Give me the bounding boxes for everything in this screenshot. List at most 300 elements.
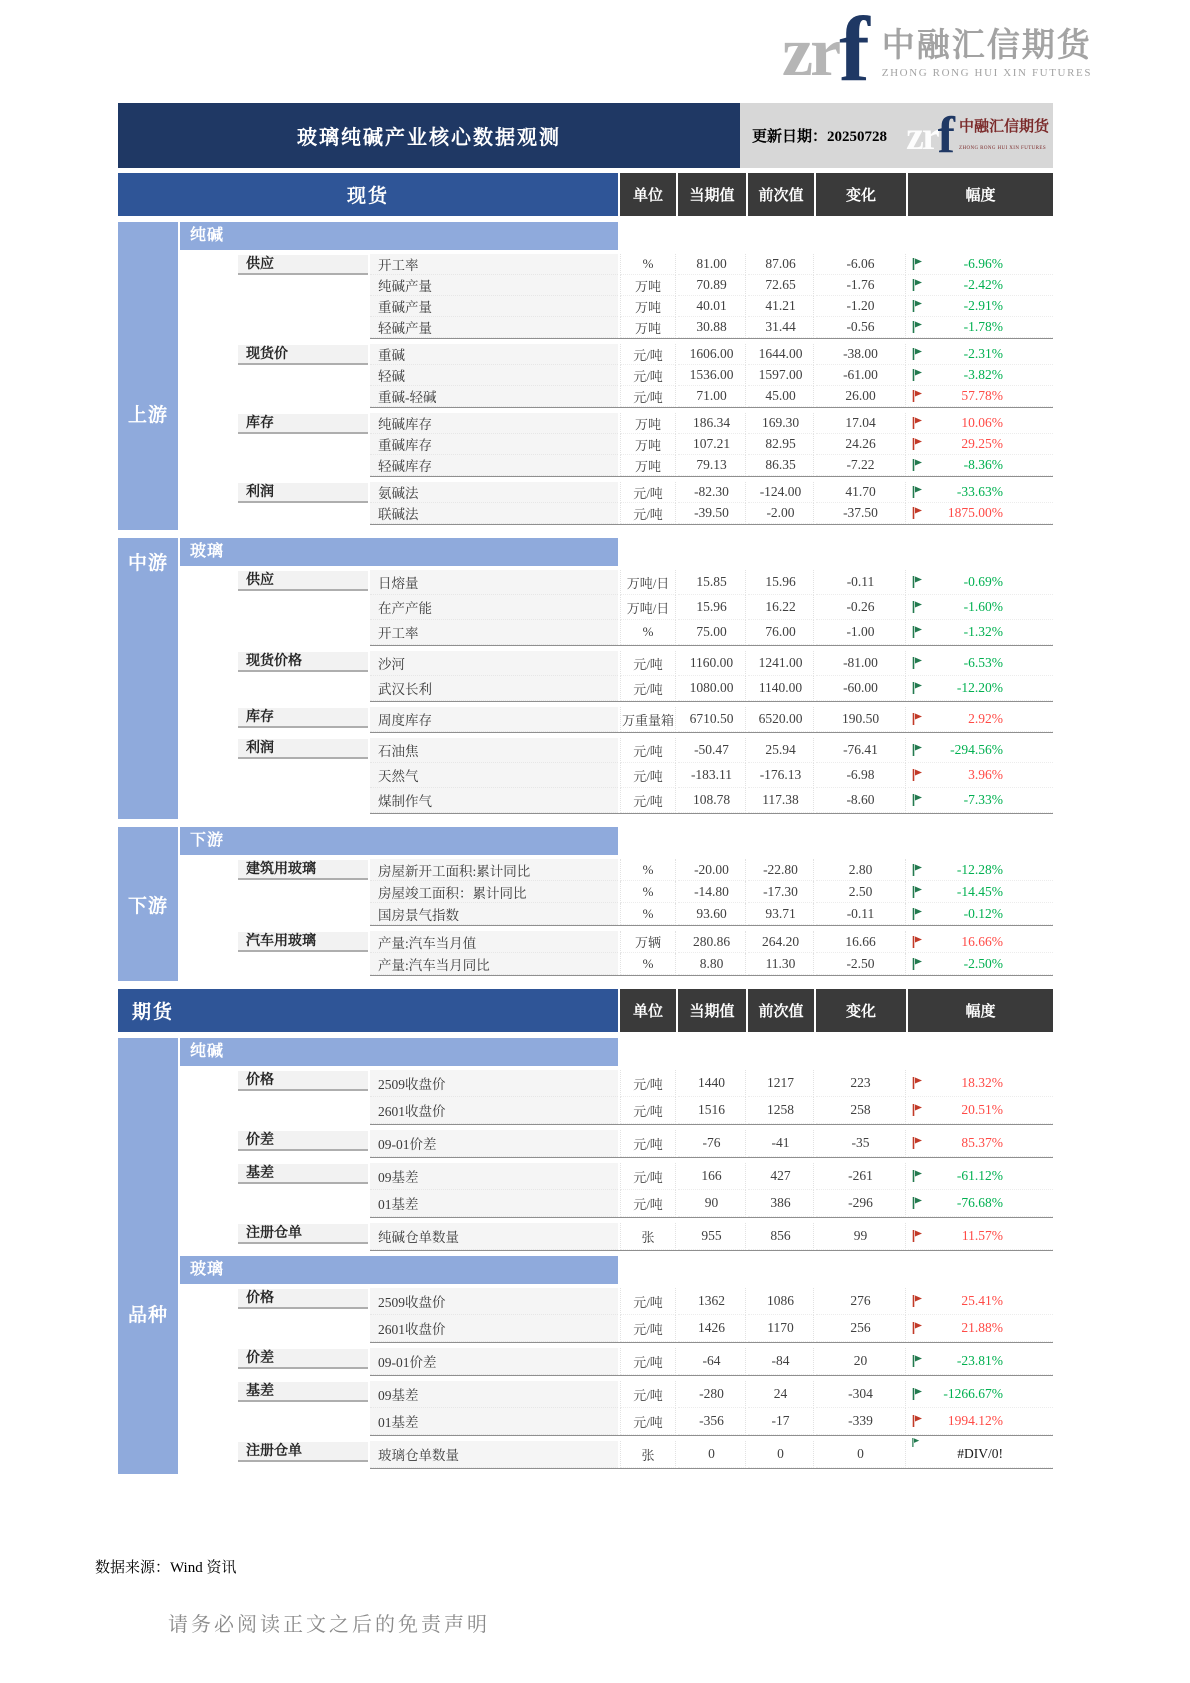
column-header: 幅度 xyxy=(908,173,1053,216)
current-value: 70.89 xyxy=(678,275,746,296)
change-value: -35 xyxy=(816,1130,906,1157)
unit-cell: 元/吨 xyxy=(620,676,676,701)
group-供应 xyxy=(180,254,1053,339)
group-价格 xyxy=(180,1070,1053,1125)
magnitude-value: 2.92% xyxy=(968,711,1003,726)
red-flag-icon xyxy=(911,506,923,520)
previous-value: -124.00 xyxy=(748,482,814,503)
table-row xyxy=(180,275,1053,296)
unit-cell: % xyxy=(620,953,676,975)
magnitude-cell xyxy=(908,763,1053,788)
current-value: 1606.00 xyxy=(678,344,746,365)
green-flag-icon xyxy=(911,957,923,971)
band-title: 玻璃 xyxy=(180,538,618,566)
previous-value: 1086 xyxy=(748,1288,814,1315)
section-下游 xyxy=(118,827,1053,981)
category-label: 库存 xyxy=(238,414,368,434)
item-label: 天然气 xyxy=(370,763,618,788)
table-row xyxy=(180,1190,1053,1217)
magnitude-cell xyxy=(908,1288,1053,1315)
table-row xyxy=(180,317,1053,338)
current-value: 79.13 xyxy=(678,455,746,476)
table-row xyxy=(180,953,1053,975)
group-separator xyxy=(370,524,1053,525)
item-label: 09基差 xyxy=(370,1163,618,1190)
magnitude-value: -0.12% xyxy=(963,905,1003,921)
item-label: 轻碱库存 xyxy=(370,455,618,476)
group-汽车用玻璃 xyxy=(180,931,1053,976)
item-label: 武汉长利 xyxy=(370,676,618,701)
unit-cell: % xyxy=(620,903,676,925)
previous-value: 856 xyxy=(748,1223,814,1250)
green-flag-icon xyxy=(911,485,923,499)
magnitude-cell xyxy=(908,1315,1053,1342)
current-value: 6710.50 xyxy=(678,707,746,732)
magnitude-cell xyxy=(908,595,1053,620)
magnitude-value: 20.51% xyxy=(961,1102,1003,1117)
item-label: 联碱法 xyxy=(370,503,618,524)
column-header: 幅度 xyxy=(908,989,1053,1032)
change-value: -60.00 xyxy=(816,676,906,701)
item-label: 2509收盘价 xyxy=(370,1288,618,1315)
current-value: 0 xyxy=(678,1441,746,1468)
sidebar-label xyxy=(118,1038,178,1474)
item-label: 房屋竣工面积：累计同比 xyxy=(370,881,618,903)
previous-value: 0 xyxy=(748,1441,814,1468)
previous-value: 1644.00 xyxy=(748,344,814,365)
magnitude-value: -61.12% xyxy=(956,1168,1003,1183)
unit-cell: 元/吨 xyxy=(620,1070,676,1097)
unit-cell: 元/吨 xyxy=(620,1130,676,1157)
change-value: -339 xyxy=(816,1408,906,1435)
previous-value: -41 xyxy=(748,1130,814,1157)
magnitude-value: -8.36% xyxy=(963,457,1003,472)
item-label: 产量:汽车当月同比 xyxy=(370,953,618,975)
unit-cell: 元/吨 xyxy=(620,1163,676,1190)
item-label: 纯碱仓单数量 xyxy=(370,1223,618,1250)
mini-logo: zr f 中融汇信期货 ZHONG RONG HUI XIN FUTURES xyxy=(906,106,1049,164)
red-flag-icon xyxy=(911,935,923,949)
unit-cell: 元/吨 xyxy=(620,763,676,788)
unit-cell: 元/吨 xyxy=(620,1288,676,1315)
magnitude-value: -1.60% xyxy=(963,599,1003,614)
unit-cell: 元/吨 xyxy=(620,1097,676,1124)
unit-cell: 元/吨 xyxy=(620,365,676,386)
green-flag-icon xyxy=(911,1387,923,1401)
item-label: 2601收盘价 xyxy=(370,1097,618,1124)
table-row xyxy=(180,676,1053,701)
item-label: 2601收盘价 xyxy=(370,1315,618,1342)
group-separator xyxy=(370,813,1053,814)
item-label: 01基差 xyxy=(370,1408,618,1435)
change-value: -0.11 xyxy=(816,903,906,925)
previous-value: 169.30 xyxy=(748,413,814,434)
previous-value: 1258 xyxy=(748,1097,814,1124)
table-row xyxy=(180,455,1053,476)
company-logo xyxy=(782,0,1093,100)
change-value: 41.70 xyxy=(816,482,906,503)
category-label: 价格 xyxy=(238,1071,368,1091)
current-value: 93.60 xyxy=(678,903,746,925)
group-separator xyxy=(370,732,1053,733)
change-value: 20 xyxy=(816,1348,906,1375)
update-date: 更新日期：20250728 xyxy=(752,129,888,145)
group-利润 xyxy=(180,738,1053,814)
previous-value: 386 xyxy=(748,1190,814,1217)
magnitude-value: -2.31% xyxy=(963,346,1003,361)
green-flag-icon xyxy=(911,347,923,361)
current-value: -50.47 xyxy=(678,738,746,763)
magnitude-value: 18.32% xyxy=(961,1075,1003,1090)
previous-value: 117.38 xyxy=(748,788,814,813)
tables-container xyxy=(118,173,1053,1474)
unit-cell: 万吨 xyxy=(620,296,676,317)
item-label: 09基差 xyxy=(370,1381,618,1408)
item-label: 01基差 xyxy=(370,1190,618,1217)
unit-cell: 元/吨 xyxy=(620,386,676,407)
column-header: 变化 xyxy=(816,173,906,216)
change-value: 2.80 xyxy=(816,859,906,881)
magnitude-value: -294.56% xyxy=(950,742,1003,757)
previous-value: 1597.00 xyxy=(748,365,814,386)
current-value: 81.00 xyxy=(678,254,746,275)
red-flag-icon xyxy=(911,389,923,403)
magnitude-cell xyxy=(908,455,1053,476)
previous-value: 76.00 xyxy=(748,620,814,645)
unit-cell: 元/吨 xyxy=(620,1190,676,1217)
sidebar-text: 中游 xyxy=(127,553,168,574)
previous-value: 11.30 xyxy=(748,953,814,975)
group-separator xyxy=(370,1250,1053,1251)
section-content xyxy=(180,1038,1053,1474)
change-value: -261 xyxy=(816,1163,906,1190)
item-label: 石油焦 xyxy=(370,738,618,763)
current-value: -356 xyxy=(678,1408,746,1435)
green-flag-icon xyxy=(911,458,923,472)
current-value: 90 xyxy=(678,1190,746,1217)
previous-value: 41.21 xyxy=(748,296,814,317)
previous-value: 86.35 xyxy=(748,455,814,476)
column-header: 前次值 xyxy=(748,173,814,216)
column-header-row xyxy=(118,989,1053,1032)
magnitude-value: #DIV/0! xyxy=(957,1446,1003,1461)
change-value: 24.26 xyxy=(816,434,906,455)
green-flag-icon xyxy=(911,257,923,271)
item-label: 纯碱库存 xyxy=(370,413,618,434)
item-label: 重碱-轻碱 xyxy=(370,386,618,407)
magnitude-cell xyxy=(908,707,1053,732)
magnitude-value: 1994.12% xyxy=(947,1413,1003,1428)
current-value: 8.80 xyxy=(678,953,746,975)
unit-cell: 万吨/日 xyxy=(620,570,676,595)
group-库存 xyxy=(180,707,1053,733)
table-row xyxy=(180,595,1053,620)
change-value: 16.66 xyxy=(816,931,906,953)
previous-value: 1217 xyxy=(748,1070,814,1097)
change-value: -6.06 xyxy=(816,254,906,275)
green-flag-icon xyxy=(911,656,923,670)
table-row xyxy=(180,903,1053,925)
category-label: 库存 xyxy=(238,708,368,728)
magnitude-value: 1875.00% xyxy=(947,505,1003,520)
magnitude-value: 16.66% xyxy=(961,933,1003,949)
category-label: 建筑用玻璃 xyxy=(238,860,368,880)
change-value: -2.50 xyxy=(816,953,906,975)
group-separator xyxy=(370,1217,1053,1218)
group-供应 xyxy=(180,570,1053,646)
item-label: 日熔量 xyxy=(370,570,618,595)
unit-cell: 元/吨 xyxy=(620,503,676,524)
change-value: 258 xyxy=(816,1097,906,1124)
item-label: 重碱产量 xyxy=(370,296,618,317)
current-value: 1362 xyxy=(678,1288,746,1315)
current-value: -82.30 xyxy=(678,482,746,503)
item-label: 在产产能 xyxy=(370,595,618,620)
magnitude-cell xyxy=(908,296,1053,317)
group-注册仓单 xyxy=(180,1223,1053,1251)
magnitude-value: -0.69% xyxy=(963,574,1003,589)
magnitude-cell xyxy=(908,1348,1053,1375)
magnitude-cell xyxy=(908,859,1053,881)
column-header: 变化 xyxy=(816,989,906,1032)
current-value: 15.85 xyxy=(678,570,746,595)
magnitude-cell xyxy=(908,365,1053,386)
band-title: 纯碱 xyxy=(180,222,618,250)
unit-cell: 元/吨 xyxy=(620,788,676,813)
magnitude-value: 29.25% xyxy=(961,436,1003,451)
magnitude-cell xyxy=(908,676,1053,701)
current-value: 30.88 xyxy=(678,317,746,338)
table-row xyxy=(180,1097,1053,1124)
magnitude-cell xyxy=(908,1163,1053,1190)
previous-value: -17 xyxy=(748,1408,814,1435)
unit-cell: 万吨 xyxy=(620,455,676,476)
group-separator xyxy=(370,1342,1053,1343)
green-flag-icon xyxy=(911,575,923,589)
green-flag-icon xyxy=(911,1437,920,1448)
magnitude-cell xyxy=(908,738,1053,763)
magnitude-cell xyxy=(908,386,1053,407)
red-flag-icon xyxy=(911,712,923,726)
category-label: 利润 xyxy=(238,739,368,759)
current-value: -183.11 xyxy=(678,763,746,788)
group-现货价格 xyxy=(180,651,1053,702)
section-content xyxy=(180,538,1053,819)
category-label: 基差 xyxy=(238,1164,368,1184)
green-flag-icon xyxy=(911,743,923,757)
data-source-note: 数据来源：Wind 资讯 xyxy=(95,1560,237,1576)
unit-cell: 元/吨 xyxy=(620,651,676,676)
change-value: 190.50 xyxy=(816,707,906,732)
group-价差 xyxy=(180,1348,1053,1376)
current-value: 107.21 xyxy=(678,434,746,455)
section-品种 xyxy=(118,1038,1053,1474)
current-value: 186.34 xyxy=(678,413,746,434)
change-value: -61.00 xyxy=(816,365,906,386)
item-label: 轻碱 xyxy=(370,365,618,386)
previous-value: -22.80 xyxy=(748,859,814,881)
change-value: -37.50 xyxy=(816,503,906,524)
unit-cell: 元/吨 xyxy=(620,1381,676,1408)
sidebar-text: 上游 xyxy=(127,405,168,426)
table-label: 期货 xyxy=(118,989,618,1032)
magnitude-cell xyxy=(908,1190,1053,1217)
change-value: -8.60 xyxy=(816,788,906,813)
section-上游 xyxy=(118,222,1053,530)
red-flag-icon xyxy=(911,416,923,430)
mini-logo-cn: 中融汇信期货 xyxy=(958,118,1049,135)
unit-cell: 万吨 xyxy=(620,413,676,434)
previous-value: 264.20 xyxy=(748,931,814,953)
magnitude-cell xyxy=(908,1070,1053,1097)
current-value: 1080.00 xyxy=(678,676,746,701)
item-label: 沙河 xyxy=(370,651,618,676)
magnitude-value: 25.41% xyxy=(961,1293,1003,1308)
green-flag-icon xyxy=(911,1169,923,1183)
category-label: 供应 xyxy=(238,255,368,275)
group-separator xyxy=(370,476,1053,477)
magnitude-cell xyxy=(908,413,1053,434)
magnitude-value: -6.96% xyxy=(963,256,1003,271)
table-row xyxy=(180,365,1053,386)
change-value: -6.98 xyxy=(816,763,906,788)
magnitude-cell xyxy=(908,344,1053,365)
magnitude-value: -2.42% xyxy=(963,277,1003,292)
previous-value: 427 xyxy=(748,1163,814,1190)
table-row xyxy=(180,296,1053,317)
group-separator xyxy=(370,407,1053,408)
current-value: 71.00 xyxy=(678,386,746,407)
item-label: 开工率 xyxy=(370,254,618,275)
item-label: 2509收盘价 xyxy=(370,1070,618,1097)
table-row xyxy=(180,503,1053,524)
band-title: 纯碱 xyxy=(180,1038,618,1066)
magnitude-cell xyxy=(908,651,1053,676)
magnitude-cell xyxy=(908,570,1053,595)
magnitude-cell xyxy=(908,482,1053,503)
section-content xyxy=(180,827,1053,981)
magnitude-value: -76.68% xyxy=(956,1195,1003,1210)
green-flag-icon xyxy=(911,1354,923,1368)
previous-value: 6520.00 xyxy=(748,707,814,732)
item-label: 国房景气指数 xyxy=(370,903,618,925)
unit-cell: 万重量箱 xyxy=(620,707,676,732)
red-flag-icon xyxy=(911,1229,923,1243)
previous-value: 87.06 xyxy=(748,254,814,275)
magnitude-cell xyxy=(908,1223,1053,1250)
magnitude-cell xyxy=(908,1441,1053,1468)
magnitude-value: 10.06% xyxy=(961,415,1003,430)
magnitude-value: 85.37% xyxy=(961,1135,1003,1150)
unit-cell: 元/吨 xyxy=(620,1348,676,1375)
magnitude-cell xyxy=(908,903,1053,925)
current-value: -280 xyxy=(678,1381,746,1408)
previous-value: 1170 xyxy=(748,1315,814,1342)
change-value: -0.26 xyxy=(816,595,906,620)
previous-value: 1241.00 xyxy=(748,651,814,676)
magnitude-cell xyxy=(908,881,1053,903)
red-flag-icon xyxy=(911,1321,923,1335)
magnitude-value: -12.28% xyxy=(956,861,1003,877)
change-value: -0.56 xyxy=(816,317,906,338)
band-title: 下游 xyxy=(180,827,618,855)
green-flag-icon xyxy=(911,625,923,639)
previous-value: 93.71 xyxy=(748,903,814,925)
magnitude-cell xyxy=(908,620,1053,645)
magnitude-value: -12.20% xyxy=(956,680,1003,695)
current-value: 40.01 xyxy=(678,296,746,317)
unit-cell: 万吨 xyxy=(620,317,676,338)
previous-value: 15.96 xyxy=(748,570,814,595)
previous-value: 16.22 xyxy=(748,595,814,620)
red-flag-icon xyxy=(911,437,923,451)
unit-cell: 万辆 xyxy=(620,931,676,953)
group-基差 xyxy=(180,1163,1053,1218)
green-flag-icon xyxy=(911,600,923,614)
sidebar-text: 下游 xyxy=(127,895,168,917)
red-flag-icon xyxy=(911,1294,923,1308)
unit-cell: 元/吨 xyxy=(620,1315,676,1342)
unit-cell: 元/吨 xyxy=(620,738,676,763)
change-value: 256 xyxy=(816,1315,906,1342)
current-value: 15.96 xyxy=(678,595,746,620)
magnitude-value: -1266.67% xyxy=(943,1386,1003,1401)
table-row xyxy=(180,763,1053,788)
section-中游 xyxy=(118,538,1053,819)
unit-cell: 元/吨 xyxy=(620,344,676,365)
group-库存 xyxy=(180,413,1053,477)
logo-zr-text: zr xyxy=(782,14,839,91)
unit-cell: 张 xyxy=(620,1441,676,1468)
table-row xyxy=(180,788,1053,813)
group-现货价 xyxy=(180,344,1053,408)
table-row xyxy=(180,881,1053,903)
unit-cell: 元/吨 xyxy=(620,1408,676,1435)
group-价差 xyxy=(180,1130,1053,1158)
magnitude-cell xyxy=(908,434,1053,455)
category-label: 价差 xyxy=(238,1349,368,1369)
group-separator xyxy=(370,975,1053,976)
magnitude-value: -6.53% xyxy=(963,655,1003,670)
green-flag-icon xyxy=(911,320,923,334)
red-flag-icon xyxy=(911,1103,923,1117)
unit-cell: 万吨/日 xyxy=(620,595,676,620)
previous-value: 31.44 xyxy=(748,317,814,338)
magnitude-value: 3.96% xyxy=(968,767,1003,782)
sidebar-label xyxy=(118,827,178,981)
category-label: 汽车用玻璃 xyxy=(238,932,368,952)
group-separator xyxy=(370,1435,1053,1436)
group-利润 xyxy=(180,482,1053,525)
previous-value: 25.94 xyxy=(748,738,814,763)
column-header: 前次值 xyxy=(748,989,814,1032)
magnitude-value: 11.57% xyxy=(961,1228,1003,1243)
green-flag-icon xyxy=(911,299,923,313)
red-flag-icon xyxy=(911,1076,923,1090)
table-row xyxy=(180,1315,1053,1342)
group-separator xyxy=(370,925,1053,926)
item-label: 轻碱产量 xyxy=(370,317,618,338)
category-label: 价差 xyxy=(238,1131,368,1151)
item-label: 纯碱产量 xyxy=(370,275,618,296)
magnitude-value: 21.88% xyxy=(961,1320,1003,1335)
change-value: -7.22 xyxy=(816,455,906,476)
title-bar xyxy=(118,103,1053,168)
unit-cell: 张 xyxy=(620,1223,676,1250)
sidebar-text: 品种 xyxy=(127,1305,168,1326)
unit-cell: 万吨 xyxy=(620,434,676,455)
previous-value: 1140.00 xyxy=(748,676,814,701)
